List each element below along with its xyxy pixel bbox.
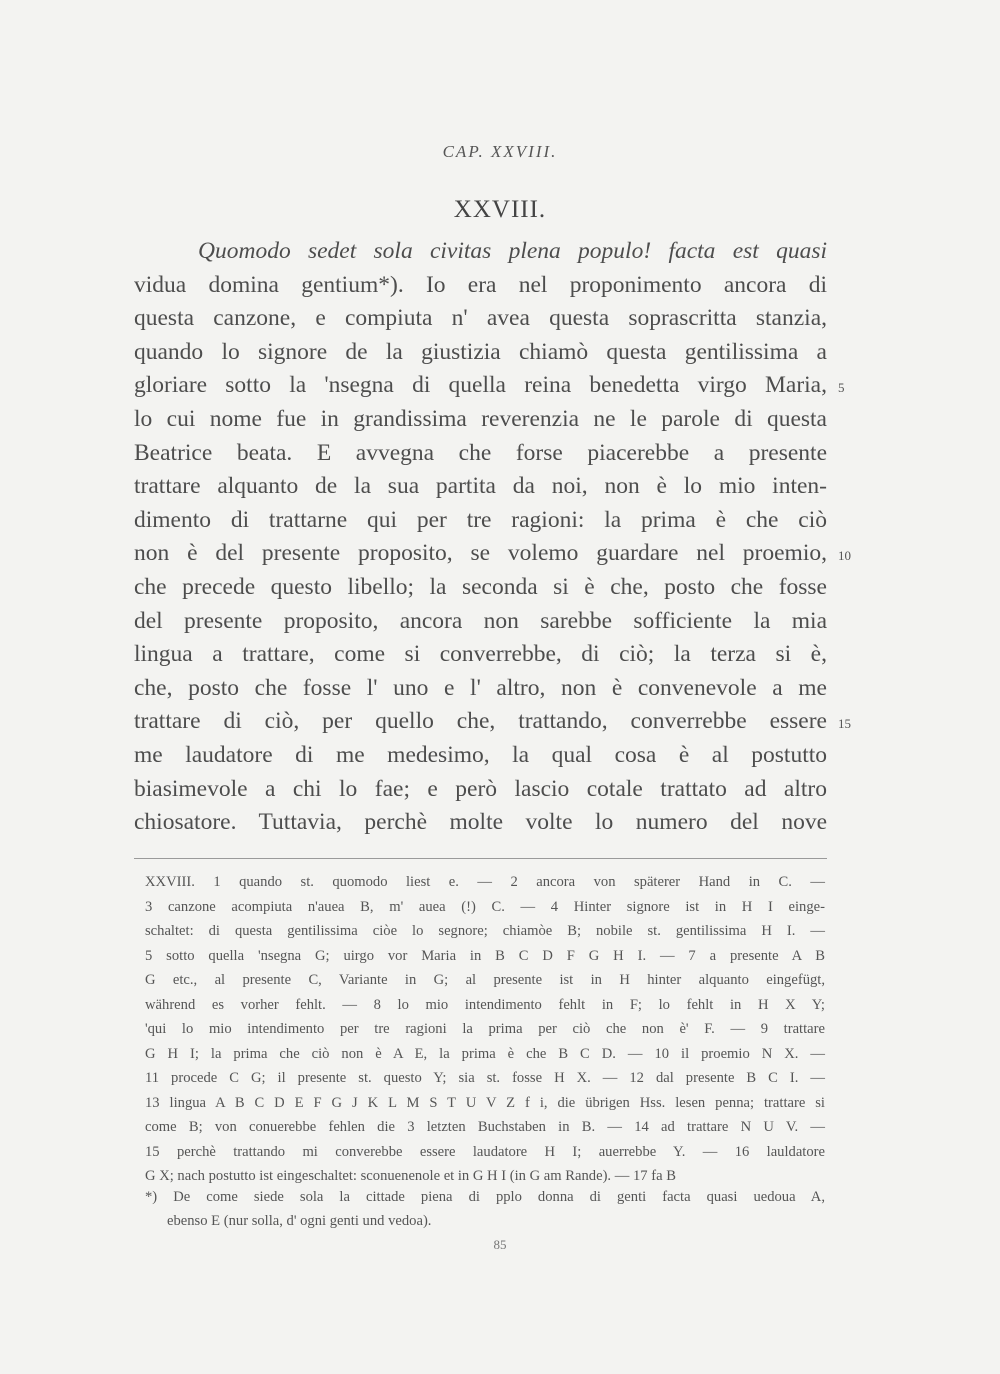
text-line: trattare alquanto de la sua partita da noi, non è lo mio inten- [134,473,827,500]
apparatus-line: 5 sotto quella 'nsegna G; uirgo vor Maria in B C D F G H I. — 7 a presente A B [145,947,825,964]
footnote-line: ebenso E (nur solla, d' ogni genti und vedoa). [167,1213,432,1229]
apparatus-line: 15 perchè trattando mi converebbe essere laudatore H I; auerrebbe Y. — 16 lauldatore [145,1143,825,1160]
text-line: vidua domina gentium*). Io era nel proponimento ancora di [134,271,827,298]
apparatus-line: während es vorher fehlt. — 8 lo mio intendimento fehlt in F; lo fehlt in H X Y; [145,996,825,1013]
apparatus-line: 13 lingua A B C D E F G J K L M S T U V Z f i, die übrigen Hss. lesen penna; trattare si [145,1094,825,1111]
apparatus-line: XXVIII. 1 quando st. quomodo liest e. — 2 ancora von späterer Hand in C. — [145,874,825,890]
line-number: 10 [838,548,851,563]
notes-divider [134,858,827,859]
apparatus-line: schaltet: di questa gentilissima ciòe lo segnore; chiamòe B; nobile st. gentilissima H I. — [145,923,825,939]
chapter-heading: XXVIII. [453,196,547,223]
apparatus-line: G X; nach postutto ist eingeschaltet: sconuenenole et in G H I (in G am Rande). — 17 fa B [145,1168,676,1184]
text-line: gloriare sotto la 'nsegna di quella reina benedetta virgo Maria, [134,372,827,399]
text-line: che precede questo libello; la seconda si è che, posto che fosse [134,573,827,600]
text-line: trattare di ciò, per quello che, trattando, converrebbe essere [134,708,827,735]
apparatus-line: G H I; la prima che ciò non è A E, la prima è che B C D. — 10 il proemio N X. — [145,1045,825,1062]
footnote-line: *) De come siede sola la cittade piena di pplo donna di genti facta quasi uedoua A, [145,1189,825,1205]
text-line: Quomodo sedet sola civitas plena populo! facta est quasi [198,238,827,264]
text-line: dimento di trattarne qui per tre ragioni: la prima è che ciò [134,506,827,533]
text-line: quando lo signore de la giustizia chiamò questa gentilissima a [134,338,827,365]
apparatus-line: G etc., al presente C, Variante in G; al presente ist in H hinter alquanto eingefügt, [145,972,825,988]
text-line: che, posto che fosse l' uno e l' altro, non è convenevole a me [134,674,827,701]
line-number: 5 [838,380,845,395]
text-line: lo cui nome fue in grandissima reverenzia ne le parole di questa [134,405,827,432]
line-number: 15 [838,716,851,731]
page-number: 85 [493,1237,507,1252]
text-line: me laudatore di me medesimo, la qual cosa è al postutto [134,741,827,768]
text-line: del presente proposito, ancora non sarebbe sofficiente la mia [134,607,827,634]
text-line: Beatrice beata. E avvegna che forse piacerebbe a presente [134,439,827,466]
text-line: lingua a trattare, come si converrebbe, di ciò; la terza si è, [134,641,827,668]
text-line: biasimevole a chi lo fae; e però lascio cotale trattato ad altro [134,775,827,802]
critical-apparatus [145,870,825,1189]
main-text [134,235,827,840]
apparatus-line: 3 canzone acompiuta n'auea B, m' auea (!) C. — 4 Hinter signore ist in H I einge- [145,898,825,915]
apparatus-line: 'qui lo mio intendimento per tre ragioni la prima per ciò che non è' F. — 9 trattare [145,1021,825,1037]
running-head: CAP. XXVIII. [442,142,558,161]
text-line: chiosatore. Tuttavia, perchè molte volte lo numero del nove [134,809,827,836]
text-line: non è del presente proposito, se volemo guardare nel proemio, [134,540,827,567]
text-line: questa canzone, e compiuta n' avea questa soprascritta stanzia, [134,305,827,332]
apparatus-line: come B; von conuerebbe fehlen die 3 letzten Buchstaben in B. — 14 ad trattare N U V. — [145,1119,825,1135]
apparatus-line: 11 procede C G; il presente st. questo Y; sia st. fosse H X. — 12 dal presente B C I. — [145,1070,825,1086]
footnote [145,1185,825,1233]
